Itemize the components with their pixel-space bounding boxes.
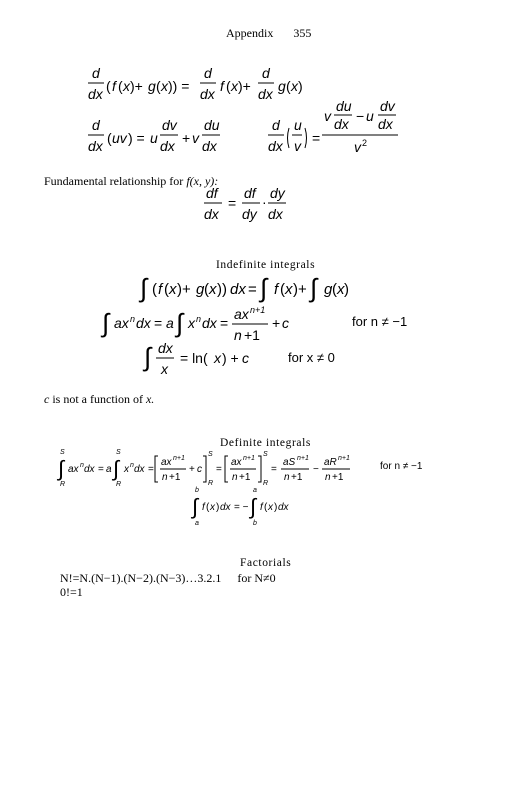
svg-text:f: f	[260, 502, 263, 513]
svg-text:+: +	[272, 315, 281, 331]
svg-text:S: S	[116, 449, 121, 456]
svg-text:(: (	[106, 78, 111, 94]
svg-text:ax: ax	[231, 457, 242, 468]
svg-text:dx: dx	[136, 315, 151, 331]
svg-text:f: f	[220, 78, 224, 94]
svg-text:n: n	[284, 472, 290, 483]
svg-text:+: +	[182, 130, 191, 146]
factorial-condition: for N≠0	[237, 571, 276, 585]
header-section: Appendix	[226, 26, 274, 40]
svg-text:a: a	[253, 487, 257, 494]
svg-text:+1: +1	[239, 472, 251, 483]
chain-rule	[204, 186, 294, 226]
svg-text:=: =	[98, 464, 104, 475]
svg-text:·: ·	[262, 194, 267, 210]
svg-text:dx: dx	[202, 315, 217, 331]
svg-text:): )	[274, 502, 278, 513]
svg-text:∫: ∫	[140, 273, 148, 303]
svg-text:=: =	[220, 315, 229, 331]
svg-text:∫: ∫	[192, 494, 199, 519]
svg-text:n: n	[232, 472, 238, 483]
svg-text:(: (	[107, 130, 112, 146]
factorial-definition	[60, 571, 276, 585]
svg-text:)+: )+	[238, 78, 251, 94]
svg-text:∫: ∫	[250, 494, 257, 519]
svg-text:x: x	[123, 78, 130, 94]
svg-text:n: n	[80, 462, 84, 469]
svg-text:x: x	[231, 78, 238, 94]
svg-text:+1: +1	[244, 327, 260, 343]
svg-text:dx: dx	[220, 502, 231, 513]
svg-text:R: R	[263, 480, 269, 487]
svg-text:(: (	[204, 281, 209, 298]
svg-text:du: du	[336, 98, 352, 114]
svg-text:ax: ax	[161, 457, 172, 468]
svg-text:b: b	[253, 520, 257, 527]
svg-text:v: v	[324, 108, 331, 124]
svg-text:)) =: )) =	[168, 78, 190, 94]
svg-text:2: 2	[362, 138, 368, 148]
svg-text:b: b	[195, 487, 199, 494]
svg-text:v: v	[192, 130, 199, 146]
svg-text:u: u	[150, 130, 158, 146]
svg-text:S: S	[60, 449, 65, 456]
svg-text:x: x	[210, 502, 215, 513]
svg-text:du: du	[204, 117, 220, 133]
svg-text:x: x	[161, 78, 168, 94]
svg-text:): )	[298, 78, 303, 94]
svg-text:=: =	[271, 464, 277, 475]
svg-text:uv: uv	[112, 130, 127, 146]
svg-text:=: =	[216, 464, 222, 475]
svg-text:(: (	[264, 502, 268, 513]
svg-text:=: =	[148, 464, 154, 475]
svg-text:g: g	[278, 78, 286, 94]
svg-text:ax: ax	[114, 315, 129, 331]
svg-text:(: (	[164, 281, 169, 298]
svg-text:dx: dx	[378, 116, 393, 132]
note-x: x.	[145, 392, 155, 406]
power-rule-condition: for n ≠ −1	[352, 314, 408, 329]
svg-text:=: =	[312, 130, 321, 146]
svg-text:g: g	[324, 281, 333, 298]
svg-text:dx: dx	[334, 116, 349, 132]
svg-text:)+: )+	[130, 78, 143, 94]
derivative-quotient-rule	[268, 98, 408, 162]
svg-text:∫: ∫	[144, 342, 152, 372]
svg-text:x: x	[209, 281, 217, 298]
svg-text:dx: dx	[230, 281, 246, 298]
definite-integral-reversal	[192, 486, 302, 526]
svg-text:aR: aR	[324, 457, 337, 468]
svg-text:dx: dx	[88, 138, 103, 154]
integral-power-rule	[102, 306, 292, 344]
svg-text:dy: dy	[270, 185, 285, 201]
svg-text:dv: dv	[162, 117, 177, 133]
svg-text:(: (	[152, 281, 157, 298]
svg-text:x: x	[291, 78, 298, 94]
svg-text:+: +	[189, 464, 195, 475]
svg-text:): )	[216, 502, 220, 513]
svg-text:n+1: n+1	[243, 455, 255, 462]
page-number: 355	[293, 26, 312, 40]
svg-text:d: d	[272, 117, 280, 133]
svg-text:n+1: n+1	[250, 305, 266, 315]
svg-text:d: d	[204, 65, 212, 81]
derivative-sum-rule	[88, 66, 318, 106]
svg-text:(: (	[118, 78, 123, 94]
svg-text:S: S	[263, 451, 268, 458]
svg-text:f: f	[158, 281, 163, 298]
svg-text:f: f	[112, 78, 116, 94]
svg-text:(: (	[206, 502, 210, 513]
svg-text:c: c	[242, 350, 249, 366]
svg-text:d: d	[262, 65, 270, 81]
svg-text:f: f	[202, 502, 205, 513]
svg-text:dx: dx	[258, 86, 273, 102]
fundamental-var: f(x, y):	[186, 174, 219, 188]
svg-text:∫: ∫	[58, 456, 65, 481]
svg-text:n: n	[130, 462, 134, 469]
svg-text:a: a	[166, 315, 174, 331]
constant-note	[44, 392, 154, 406]
svg-text:S: S	[208, 451, 213, 458]
svg-text:dx: dx	[268, 138, 283, 154]
fundamental-relationship-label	[44, 174, 218, 188]
svg-text:f: f	[274, 281, 279, 298]
svg-text:x: x	[188, 315, 195, 331]
integral-log-rule	[144, 340, 284, 378]
svg-text:dx: dx	[278, 502, 289, 513]
derivative-product-rule	[88, 118, 228, 158]
svg-text:x: x	[161, 361, 168, 377]
svg-text:dx: dx	[160, 138, 175, 154]
svg-text:R: R	[60, 481, 66, 488]
svg-text:dy: dy	[242, 206, 257, 222]
svg-text:dx: dx	[134, 464, 145, 475]
svg-text:v: v	[354, 139, 361, 155]
svg-text:=: =	[248, 281, 257, 298]
svg-text:∫: ∫	[260, 273, 268, 303]
svg-text:c: c	[282, 315, 289, 331]
svg-text:= −: = −	[234, 502, 249, 513]
note-c: c	[44, 392, 50, 406]
svg-text:x: x	[169, 281, 177, 298]
svg-text:n: n	[234, 327, 242, 343]
svg-text:+1: +1	[169, 472, 181, 483]
svg-text:∫: ∫	[176, 308, 184, 338]
svg-text:(: (	[286, 78, 291, 94]
svg-text:aS: aS	[283, 457, 296, 468]
svg-text:n: n	[325, 472, 331, 483]
svg-text:) +: ) +	[222, 350, 239, 366]
integral-sum-rule	[140, 272, 350, 306]
svg-text:n+1: n+1	[173, 455, 185, 462]
svg-text:c: c	[197, 464, 202, 475]
definite-integral-power-rule	[58, 448, 358, 488]
svg-text:a: a	[106, 464, 112, 475]
definite-integrals-heading: Definite integrals	[220, 437, 311, 449]
svg-text:)+: )+	[293, 281, 307, 298]
running-header	[226, 26, 311, 40]
svg-text:= ln(: = ln(	[180, 350, 208, 366]
svg-text:n: n	[130, 314, 136, 324]
svg-text:∫: ∫	[310, 273, 318, 303]
svg-text:R: R	[208, 480, 214, 487]
svg-text:=: =	[228, 195, 237, 211]
svg-text:): )	[344, 281, 349, 298]
svg-text:df: df	[244, 185, 256, 201]
svg-text:d: d	[92, 117, 100, 133]
svg-text:dx: dx	[88, 86, 103, 102]
log-rule-condition: for x ≠ 0	[288, 350, 335, 365]
svg-text:∫: ∫	[113, 456, 120, 481]
svg-text:u: u	[366, 108, 374, 124]
svg-text:n: n	[196, 314, 202, 324]
svg-text:dx: dx	[158, 340, 173, 356]
svg-text:v: v	[294, 138, 301, 154]
svg-text:x: x	[124, 464, 129, 475]
svg-text:n+1: n+1	[297, 455, 309, 462]
svg-text:ax: ax	[234, 306, 249, 322]
svg-text:x: x	[214, 350, 221, 366]
factorial-zero: 0!=1	[60, 585, 83, 599]
svg-text:)): ))	[217, 281, 227, 298]
svg-text:x: x	[268, 502, 273, 513]
svg-text:+1: +1	[332, 472, 344, 483]
svg-text:(: (	[156, 78, 161, 94]
svg-text:(: (	[280, 281, 285, 298]
svg-text:g: g	[196, 281, 205, 298]
svg-text:−: −	[356, 108, 365, 124]
svg-text:g: g	[148, 78, 156, 94]
factorial-formula: N!=N.(N−1).(N−2).(N−3)…3.2.1	[60, 571, 222, 585]
svg-text:dx: dx	[204, 206, 219, 222]
factorials-heading: Factorials	[240, 557, 292, 569]
svg-text:a: a	[195, 520, 199, 527]
svg-text:−: −	[313, 464, 319, 475]
note-mid: is not a function of	[49, 392, 146, 406]
svg-text:dx: dx	[84, 464, 95, 475]
svg-text:df: df	[206, 185, 218, 201]
svg-text:d: d	[92, 65, 100, 81]
svg-text:∫: ∫	[102, 308, 110, 338]
svg-text:n: n	[162, 472, 168, 483]
svg-text:)+: )+	[177, 281, 191, 298]
svg-text:dx: dx	[202, 138, 217, 154]
svg-text:x: x	[337, 281, 345, 298]
svg-text:(: (	[332, 281, 337, 298]
indefinite-integrals-heading: Indefinite integrals	[216, 259, 316, 271]
definite-power-condition: for n ≠ −1	[380, 461, 423, 472]
svg-text:dv: dv	[380, 98, 395, 114]
svg-text:=: =	[154, 315, 163, 331]
fundamental-prefix: Fundamental relationship for	[44, 174, 187, 188]
svg-text:dx: dx	[200, 86, 215, 102]
svg-text:(: (	[226, 78, 231, 94]
svg-text:R: R	[116, 481, 122, 488]
svg-text:) =: ) =	[128, 130, 145, 146]
svg-text:+1: +1	[291, 472, 303, 483]
svg-text:x: x	[285, 281, 293, 298]
svg-text:n+1: n+1	[338, 455, 350, 462]
svg-text:ax: ax	[68, 464, 79, 475]
svg-text:u: u	[294, 117, 302, 133]
svg-text:dx: dx	[268, 206, 283, 222]
